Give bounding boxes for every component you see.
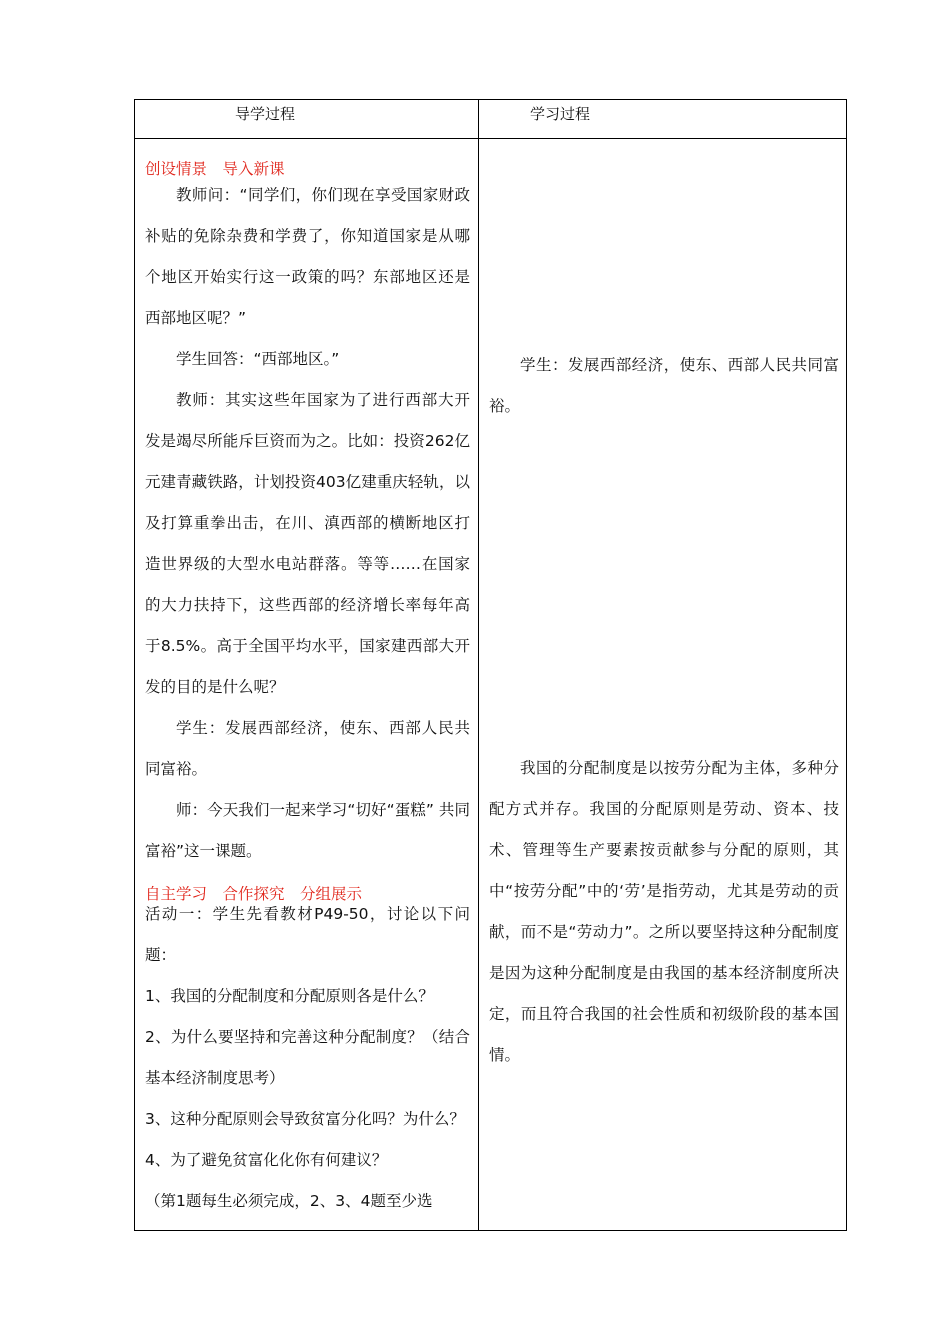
answer-block-2 xyxy=(489,748,839,1076)
header-divider xyxy=(135,138,846,139)
header-guide-process: 导学过程 xyxy=(235,105,296,123)
paragraph-teacher-question: 教师问：“同学们，你们现在享受国家财政补贴的免除杂费和学费了，你知道国家是从哪个地区开始实行这一政策的吗？东部地区还是西部地区呢？” xyxy=(145,186,470,327)
paragraph-lesson-intro: 师：今天我们一起来学习“切好“蛋糕” 共同富裕”这一课题。 xyxy=(145,801,470,860)
section2-body xyxy=(145,906,470,1222)
section-title-create-scene: 创设情景 导入新课 xyxy=(145,160,285,178)
section1-body xyxy=(145,175,470,872)
column-divider xyxy=(478,100,479,1230)
question-1: 1、我国的分配制度和分配原则各是什么？ xyxy=(145,987,434,1005)
paragraph-student-answer: 学生回答：“西部地区。” xyxy=(176,350,340,368)
lesson-table xyxy=(134,99,847,1231)
question-3: 3、这种分配原则会导致贫富分化吗？为什么？ xyxy=(145,1110,465,1128)
paragraph-teacher-explain: 教师：其实这些年国家为了进行西部大开发是竭尽所能斥巨资而为之。比如：投资262亿元建青藏铁路，计划投资403亿建重庆轻轨，以及打算重拳出击，在川、滇西部的横断地区打造世界级的大型水电站群落。等等……在国家的大力扶持下，这些西部的经济增长率每年高于8.5%。高于全国平均水平，国家建西部大开发的目的是什么呢？ xyxy=(145,391,470,696)
section-title-self-study: 自主学习 合作探究 分组展示 xyxy=(145,885,363,903)
answer-western-development: 学生：发展西部经济，使东、西部人民共同富裕。 xyxy=(489,356,839,415)
header-learning-process: 学习过程 xyxy=(530,105,591,123)
answer-block-1 xyxy=(489,345,839,427)
activity-intro: 活动一：学生先看教材P49-50，讨论以下问题： xyxy=(145,905,470,964)
task-note: （第1题每生必须完成，2、3、4题至少选 xyxy=(145,1192,433,1210)
question-4: 4、为了避免贫富化化你有何建议？ xyxy=(145,1151,388,1169)
answer-distribution-system: 我国的分配制度是以按劳分配为主体，多种分配方式并存。我国的分配原则是劳动、资本、技术、管理等生产要素按贡献参与分配的原则，其中“按劳分配”中的‘劳’是指劳动，尤其是劳动的贡献，而不是“劳动力”。之所以要坚持这种分配制度是因为这种分配制度是由我国的基本经济制度所决定，而且符合我国的社会性质和初级阶段的基本国情。 xyxy=(489,759,839,1064)
question-2: 2、为什么要坚持和完善这种分配制度？（结合基本经济制度思考） xyxy=(145,1028,470,1087)
paragraph-student-reply: 学生：发展西部经济，使东、西部人民共同富裕。 xyxy=(145,719,470,778)
